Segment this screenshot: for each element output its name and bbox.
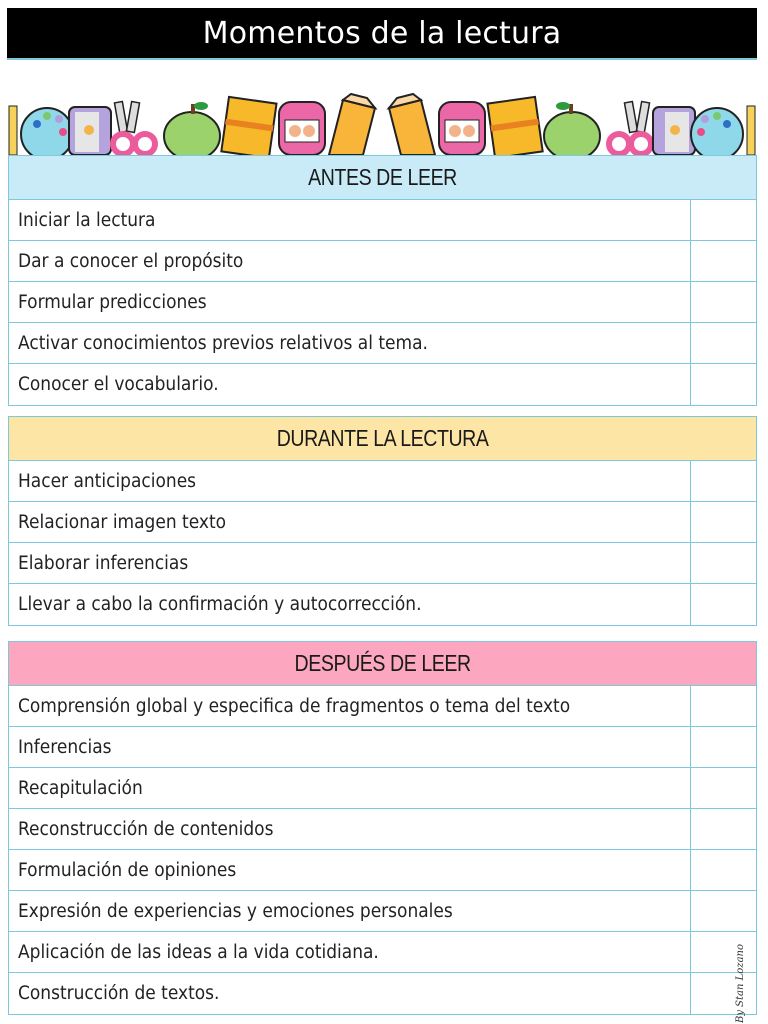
checklist-row [9, 932, 756, 973]
school-supplies-illustration [7, 92, 757, 155]
checkbox-cell[interactable] [691, 364, 756, 405]
section-antes-de-leer [8, 155, 757, 406]
checklist-item-label [9, 282, 691, 322]
item-text: Activar conocimientos previos relativos al tema. [18, 332, 428, 354]
checklist-row [9, 461, 756, 502]
section-title: ANTES DE LEER [308, 164, 457, 190]
checklist-item-label [9, 891, 691, 931]
item-text: Relacionar imagen texto [18, 511, 227, 533]
checklist-item-label [9, 850, 691, 890]
item-text: Conocer el vocabulario. [18, 374, 219, 395]
checkbox-cell[interactable] [691, 850, 756, 890]
checklist-item-label [9, 973, 691, 1014]
section-title: DURANTE LA LECTURA [276, 425, 489, 451]
checklist-item-label [9, 241, 691, 281]
item-text: Comprensión global y especifica de fragmentos o tema del texto [18, 695, 571, 717]
checklist-item-label [9, 727, 691, 767]
section-despues-de-leer [8, 641, 757, 1015]
section-header [9, 642, 756, 686]
checklist-row [9, 727, 756, 768]
item-text: Expresión de experiencias y emociones personales [18, 900, 453, 922]
checklist-row [9, 241, 756, 282]
author-watermark [731, 943, 749, 1023]
checklist-row [9, 364, 756, 405]
checkbox-cell[interactable] [691, 502, 756, 542]
item-text: Inferencias [18, 736, 112, 758]
item-text: Elaborar inferencias [18, 552, 189, 574]
section-durante-la-lectura [8, 416, 757, 626]
checkbox-cell[interactable] [691, 323, 756, 363]
checklist-row [9, 502, 756, 543]
section-header [9, 156, 756, 200]
checklist-row [9, 973, 756, 1014]
checkbox-cell[interactable] [691, 686, 756, 726]
checklist-item-label [9, 200, 691, 240]
checklist-item-label [9, 502, 691, 542]
checkbox-cell[interactable] [691, 282, 756, 322]
page-title-bar [7, 8, 757, 60]
item-text: Formulación de opiniones [18, 859, 237, 881]
school-supplies-border [7, 92, 757, 155]
item-text: Construcción de textos. [18, 983, 220, 1004]
checklist-item-label [9, 543, 691, 583]
checkbox-cell[interactable] [691, 200, 756, 240]
checkbox-cell[interactable] [691, 768, 756, 808]
item-text: Llevar a cabo la confirmación y autocorrección. [18, 594, 422, 615]
section-header [9, 417, 756, 461]
checklist-row [9, 891, 756, 932]
checklist-row [9, 323, 756, 364]
checklist-row [9, 686, 756, 727]
checklist-item-label [9, 686, 691, 726]
checklist-row [9, 809, 756, 850]
item-text: Dar a conocer el propósito [18, 250, 244, 272]
item-text: Hacer anticipaciones [18, 470, 197, 492]
item-text: Iniciar la lectura [18, 209, 156, 231]
checklist-row [9, 768, 756, 809]
checkbox-cell[interactable] [691, 543, 756, 583]
checkbox-cell[interactable] [691, 241, 756, 281]
checklist-item-label [9, 932, 691, 972]
checklist-item-label [9, 768, 691, 808]
section-title: DESPUÉS DE LEER [294, 650, 471, 676]
checkbox-cell[interactable] [691, 809, 756, 849]
checklist-item-label [9, 364, 691, 405]
page-title: Momentos de la lectura [202, 15, 562, 51]
checklist-item-label [9, 461, 691, 501]
checklist-row [9, 850, 756, 891]
item-text: Recapitulación [18, 777, 143, 799]
checklist-row [9, 543, 756, 584]
item-text: Reconstrucción de contenidos [18, 818, 274, 840]
watermark-text: By Stan Lozano [734, 943, 746, 1023]
checklist-row [9, 584, 756, 625]
item-text: Formular predicciones [18, 291, 207, 313]
checkbox-cell[interactable] [691, 584, 756, 625]
checkbox-cell[interactable] [691, 891, 756, 931]
checklist-row [9, 200, 756, 241]
checklist-item-label [9, 323, 691, 363]
checklist-row [9, 282, 756, 323]
checkbox-cell[interactable] [691, 727, 756, 767]
checklist-item-label [9, 584, 691, 625]
checkbox-cell[interactable] [691, 461, 756, 501]
item-text: Aplicación de las ideas a la vida cotidiana. [18, 941, 379, 963]
checklist-item-label [9, 809, 691, 849]
